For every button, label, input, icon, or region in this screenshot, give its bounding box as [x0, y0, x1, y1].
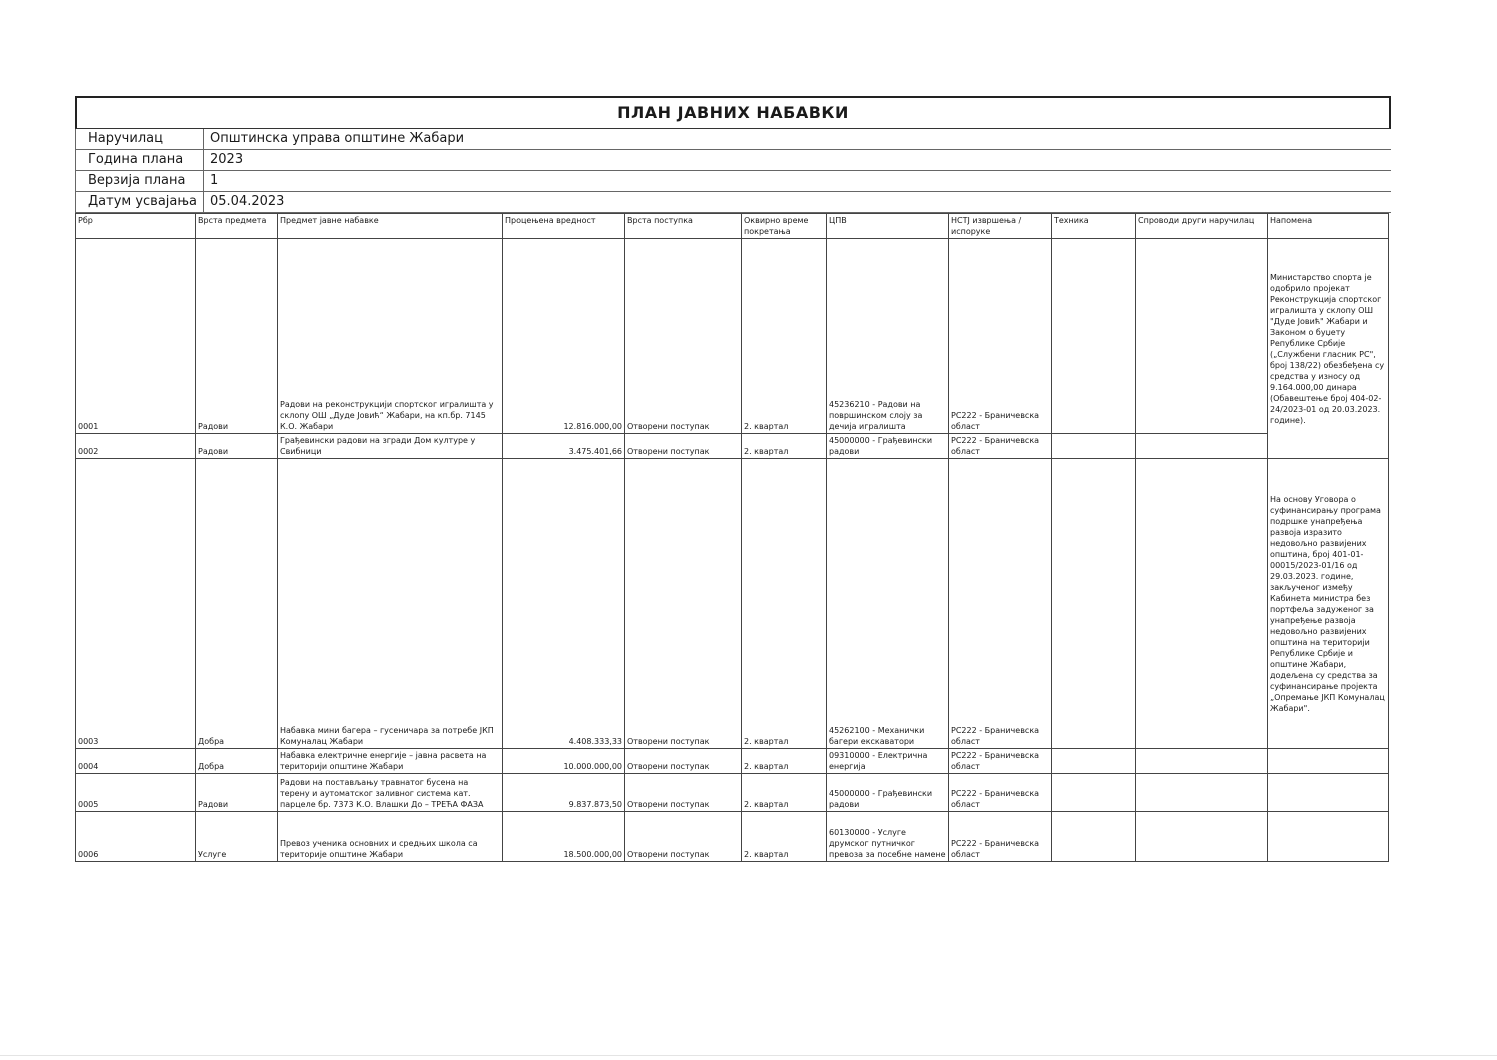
cell-cpv: 09310000 - Електрична енергија	[827, 749, 949, 774]
cell-type: Радови	[196, 774, 278, 812]
cell-cpv: 60130000 - Услуге друмског путничког превоза за посебне намене	[827, 812, 949, 862]
cell-other-authority	[1136, 459, 1268, 749]
column-header: Врста предмета	[196, 214, 278, 239]
meta-label: Датум усвајања	[75, 192, 204, 212]
cell-nstj: РС222 - Браничевска област	[949, 459, 1052, 749]
meta-label: Наручилац	[75, 129, 204, 149]
cell-rbr: 0001	[76, 239, 196, 434]
table-row	[76, 239, 1389, 434]
cell-subject: Грађевински радови на згради Дом културе у Свибници	[278, 434, 503, 459]
meta-value: 2023	[210, 152, 244, 167]
column-header: Спроводи други наручилац	[1136, 214, 1268, 239]
cell-time: 2. квартал	[742, 749, 827, 774]
cell-value: 12.816.000,00	[503, 239, 625, 434]
document-title: ПЛАН ЈАВНИХ НАБАВКИ	[75, 96, 1391, 129]
procurement-plan-sheet	[75, 96, 1391, 862]
cell-cpv: 45000000 - Грађевински радови	[827, 434, 949, 459]
meta-value: 1	[210, 173, 219, 188]
cell-cpv: 45000000 - Грађевински радови	[827, 774, 949, 812]
cell-value: 3.475.401,66	[503, 434, 625, 459]
cell-technique	[1052, 812, 1136, 862]
column-header: ЦПВ	[827, 214, 949, 239]
column-header: Напомена	[1268, 214, 1389, 239]
cell-value: 18.500.000,00	[503, 812, 625, 862]
meta-value: Општинска управа општине Жабари	[210, 131, 465, 146]
cell-note	[1268, 774, 1389, 812]
cell-nstj: РС222 - Браничевска област	[949, 434, 1052, 459]
cell-other-authority	[1136, 239, 1268, 434]
cell-technique	[1052, 749, 1136, 774]
cell-nstj: РС222 - Браничевска област	[949, 239, 1052, 434]
cell-other-authority	[1136, 749, 1268, 774]
cell-nstj: РС222 - Браничевска област	[949, 812, 1052, 862]
procurement-table	[75, 213, 1389, 862]
cell-nstj: РС222 - Браничевска област	[949, 749, 1052, 774]
table-row	[76, 774, 1389, 812]
cell-procedure: Отворени поступак	[625, 812, 742, 862]
cell-time: 2. квартал	[742, 774, 827, 812]
cell-subject: Набавка мини багера – гусеничара за потребе ЈКП Комуналац Жабари	[278, 459, 503, 749]
cell-procedure: Отворени поступак	[625, 239, 742, 434]
cell-other-authority	[1136, 812, 1268, 862]
cell-other-authority	[1136, 774, 1268, 812]
cell-cpv: 45236210 - Радови на површинском слоју за дечија игралишта	[827, 239, 949, 434]
cell-type: Услуге	[196, 812, 278, 862]
cell-procedure: Отворени поступак	[625, 459, 742, 749]
cell-type: Добра	[196, 749, 278, 774]
cell-value: 4.408.333,33	[503, 459, 625, 749]
table-row	[76, 812, 1389, 862]
cell-technique	[1052, 459, 1136, 749]
table-row	[76, 749, 1389, 774]
cell-type: Радови	[196, 239, 278, 434]
cell-note: Министарство спорта је одобрило пројекат Реконструкција спортског игралишта у склопу ОШ "Дуде Јовић" Жабари и Законом о буџету Републике Србије („Службени гласник РС", број 138/22) обезбеђена су средства у износу од 9.164.000,00 динара (Обавештење број 404-02-24/2023-01 од 20.03.2023. године).	[1268, 239, 1389, 459]
column-header: Предмет јавне набавке	[278, 214, 503, 239]
cell-technique	[1052, 239, 1136, 434]
meta-row-adoption-date	[75, 192, 1391, 213]
cell-technique	[1052, 434, 1136, 459]
column-header: Врста поступка	[625, 214, 742, 239]
meta-label: Година плана	[75, 150, 204, 170]
scan-edge-line	[0, 1055, 1497, 1056]
table-row	[76, 459, 1389, 749]
cell-rbr: 0006	[76, 812, 196, 862]
column-header: Техника	[1052, 214, 1136, 239]
cell-procedure: Отворени поступак	[625, 749, 742, 774]
cell-subject: Радови на постављању травнатог бусена на терену и аутоматског заливног система кат. парцеле бр. 7373 К.О. Влашки До – ТРЕЋА ФАЗА	[278, 774, 503, 812]
cell-value: 9.837.873,50	[503, 774, 625, 812]
cell-procedure: Отворени поступак	[625, 434, 742, 459]
meta-label: Верзија плана	[75, 171, 204, 191]
cell-type: Радови	[196, 434, 278, 459]
meta-row-plan-year	[75, 150, 1391, 171]
meta-row-plan-version	[75, 171, 1391, 192]
meta-row-contracting-authority	[75, 129, 1391, 150]
cell-rbr: 0002	[76, 434, 196, 459]
cell-time: 2. квартал	[742, 459, 827, 749]
cell-note	[1268, 749, 1389, 774]
cell-rbr: 0005	[76, 774, 196, 812]
cell-nstj: РС222 - Браничевска област	[949, 774, 1052, 812]
cell-cpv: 45262100 - Механички багери екскаватори	[827, 459, 949, 749]
table-row	[76, 434, 1389, 459]
cell-note	[1268, 812, 1389, 862]
cell-note: На основу Уговора о суфинансирању програма подршке унапређења развоја изразито недовољно развијених општина, број 401-01-00015/2023-01/16 од 29.03.2023. године, закљученог између Кабинета министра без портфеља задуженог за унапређење развоја недовољно развијених општина на територији Републике Србије и општине Жабари, додељена су средства за суфинансирање пројекта „Опремање ЈКП Комуналац Жабари".	[1268, 459, 1389, 749]
meta-value: 05.04.2023	[210, 194, 285, 209]
cell-time: 2. квартал	[742, 434, 827, 459]
cell-time: 2. квартал	[742, 239, 827, 434]
cell-rbr: 0003	[76, 459, 196, 749]
column-header: Процењена вредност	[503, 214, 625, 239]
column-header: Оквирно време покретања	[742, 214, 827, 239]
cell-value: 10.000.000,00	[503, 749, 625, 774]
cell-other-authority	[1136, 434, 1268, 459]
column-header: НСТЈ извршења / испоруке	[949, 214, 1052, 239]
column-header: Рбр	[76, 214, 196, 239]
table-header-row	[76, 214, 1389, 239]
cell-technique	[1052, 774, 1136, 812]
cell-time: 2. квартал	[742, 812, 827, 862]
cell-subject: Набавка електричне енергије – јавна расвета на територији општине Жабари	[278, 749, 503, 774]
cell-subject: Радови на реконструкцији спортског игралишта у склопу ОШ „Дуде Јовић“ Жабари, на кп.бр. 7145 К.О. Жабари	[278, 239, 503, 434]
cell-rbr: 0004	[76, 749, 196, 774]
cell-type: Добра	[196, 459, 278, 749]
cell-procedure: Отворени поступак	[625, 774, 742, 812]
cell-subject: Превоз ученика основних и средњих школа са територије општине Жабари	[278, 812, 503, 862]
